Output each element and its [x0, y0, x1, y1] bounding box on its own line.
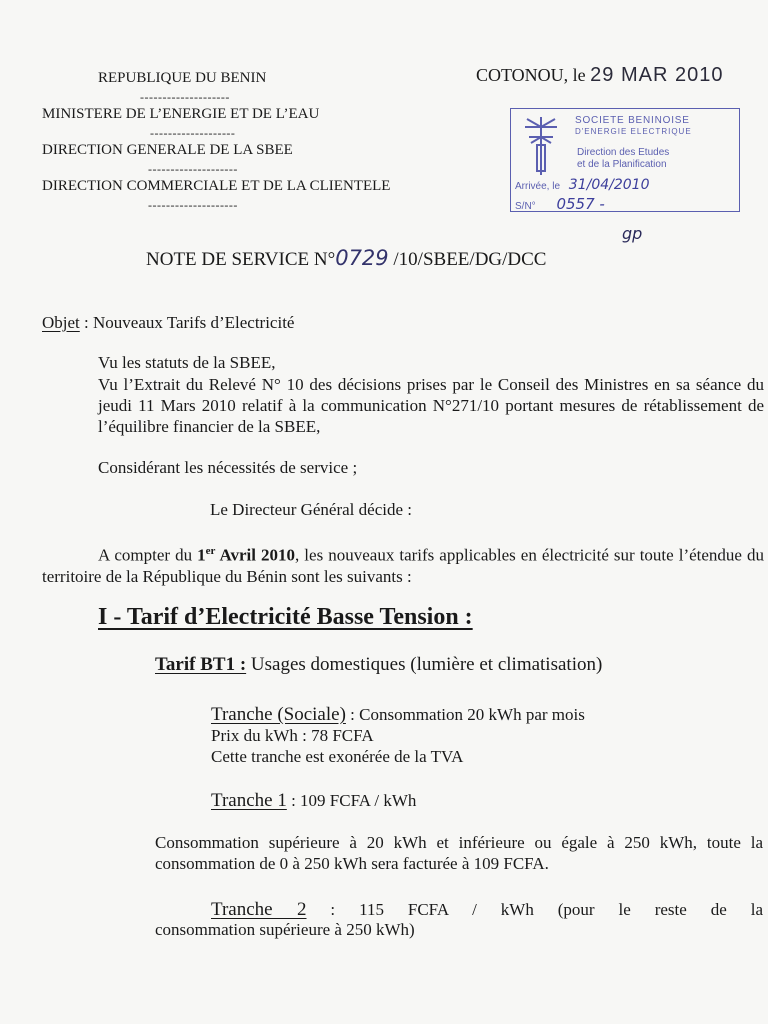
- header-direction-generale: DIRECTION GENERALE DE LA SBEE: [42, 142, 293, 158]
- considerant-statuts: Vu les statuts de la SBEE,: [98, 353, 276, 372]
- tranche-sociale-label: Tranche (Sociale): [211, 704, 346, 725]
- header-republic: REPUBLIQUE DU BENIN: [98, 70, 267, 86]
- objet-line: [42, 313, 294, 333]
- date-stamp: 29 MAR 2010: [590, 64, 724, 86]
- decision-day-suffix: er: [205, 545, 216, 557]
- section-title: I - Tarif d’Electricité Basse Tension :: [98, 604, 473, 630]
- tranche-1-text: : 109 FCFA / kWh: [286, 791, 417, 810]
- stamp-number: [515, 195, 605, 213]
- stamp-dept-line2: et de la Planification: [577, 159, 667, 170]
- stamp-dept-line1: Direction des Etudes: [577, 147, 670, 158]
- note-title: [146, 246, 546, 271]
- stamp-org-line2: D'ENERGIE ELECTRIQUE: [575, 127, 692, 136]
- stamp-arrival-label: Arrivée, le: [515, 181, 561, 192]
- tranche-sociale-line: [211, 704, 585, 726]
- considerant-releve: Vu l’Extrait du Relevé N° 10 des décisions prises par le Conseil des Ministres en sa séance du jeudi 11 Mars 2010 relatif à la communication N°271/10 portant mesures de rétablissement de l’équilibre financier de la SBEE,: [98, 375, 764, 436]
- handwritten-initials: gp: [622, 224, 643, 243]
- tranche-sociale-price: Prix du kWh : 78 FCFA: [211, 726, 374, 745]
- objet-label: Objet: [42, 313, 80, 332]
- tranche-sociale-text: : Consommation 20 kWh par mois: [345, 705, 585, 724]
- header-divider: --------------------: [148, 162, 238, 176]
- tranche-1-description: Consommation supérieure à 20 kWh et inférieure ou égale à 250 kWh, toute la consommation de 0 à 250 kWh sera facturée à 109 FCFA.: [155, 833, 763, 873]
- tranche-2-label: Tranche 2: [211, 899, 307, 920]
- tranche-2-line: [211, 899, 763, 920]
- note-number: 0729: [335, 246, 389, 270]
- objet-text: : Nouveaux Tarifs d’Electricité: [79, 313, 295, 332]
- header-divider: -------------------: [150, 126, 236, 140]
- stamp-arrival-date: 31/04/2010: [568, 177, 650, 193]
- pylon-logo-icon: [517, 113, 565, 179]
- tranche-1-line: [211, 790, 416, 812]
- stamp-org-line1: SOCIETE BENINOISE: [575, 115, 690, 126]
- header-ministry: MINISTERE DE L’ENERGIE ET DE L’EAU: [42, 106, 320, 122]
- decision-month: Avril 2010: [215, 545, 296, 565]
- note-prefix: NOTE DE SERVICE N°: [146, 249, 336, 270]
- tarif-bt1-usage: Usages domestiques (lumière et climatisation): [246, 654, 603, 675]
- place-date: [476, 64, 723, 87]
- decision-day: 1: [197, 545, 206, 565]
- stamp-number-label: S/N°: [515, 201, 536, 212]
- decision-text-start: A compter du: [98, 545, 198, 565]
- header-divider: --------------------: [140, 90, 230, 104]
- decision-intro: Le Directeur Général décide :: [210, 500, 412, 519]
- tranche-sociale-tva: Cette tranche est exonérée de la TVA: [211, 747, 464, 766]
- tranche-2-text-first: : 115 FCFA / kWh (pour le reste de la: [306, 900, 763, 919]
- considerant-necessites: Considérant les nécessités de service ;: [98, 458, 358, 477]
- tranche-1-label: Tranche 1: [211, 790, 287, 811]
- stamp-number-value: 0557 -: [556, 195, 605, 213]
- tarif-bt1-heading: [155, 654, 602, 676]
- tarif-bt1-label: Tarif BT1 :: [155, 654, 247, 675]
- note-suffix: /10/SBEE/DG/DCC: [393, 249, 547, 270]
- tranche-2-continuation: consommation supérieure à 250 kWh): [155, 920, 415, 939]
- header-direction-commerciale: DIRECTION COMMERCIALE ET DE LA CLIENTELE: [42, 178, 391, 194]
- stamp-arrival: [515, 177, 650, 193]
- decision-paragraph: [42, 541, 764, 587]
- reception-stamp: [510, 108, 740, 212]
- header-divider: --------------------: [148, 198, 238, 212]
- decision-text-rest: , les nouveaux tarifs applicables en électricité sur toute l’étendue du territoire de la République du Bénin sont les suivants :: [42, 545, 764, 586]
- place-label: COTONOU, le: [476, 65, 586, 85]
